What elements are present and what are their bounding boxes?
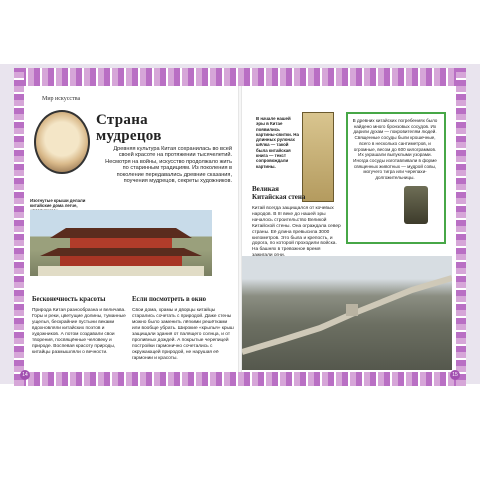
bottom-ornament-border <box>14 372 466 386</box>
palace-roof-top <box>50 228 192 238</box>
top-ornament-border <box>14 68 466 88</box>
vessels-paragraph: В древних китайских погребениях было найдено много бронзовых сосудов. Их дарили духам — покровителям людей. Священные сосуды были крошечные, всего в несколько сантиметров, и огромные, весом до 600 килограммов. Их украшали выпуклыми узорами. Иногда сосуды изготавливали в форме священных животных — мудрой совы, могучего тигра или черепахи-долгожительницы. <box>352 118 438 181</box>
bronze-vessel-photo <box>404 186 428 224</box>
beauty-heading: Бесконечность красоты <box>32 296 106 303</box>
window-paragraph: Свои дома, храмы и дворцы китайцы старались сочетать с природой. Даже стены можно было заменить лёгкими решётками или вообще убрать. Широкие «крылья» крыш защищали здания от палящего солнца, и от проливных дождей. А покрытые черепицей постройки гармонично сочетались с окружающей природой, не нарушая её гармонии и красоты. <box>132 308 234 361</box>
wall-tower <box>346 304 358 316</box>
page-number-right: 15 <box>450 370 460 380</box>
page-title-line2: мудрецов <box>96 128 162 144</box>
palace-upper-hall <box>70 238 172 248</box>
palace-lower-hall <box>60 256 182 266</box>
great-wall-photo <box>242 256 452 370</box>
section-header: Мир искусства <box>42 96 81 102</box>
greatwall-heading-line2: Китайская стена <box>252 193 306 201</box>
greatwall-heading-line1: Великая <box>252 185 279 193</box>
beauty-paragraph: Природа Китая разнообразна и величава. Горы и реки, цветущие долины, туманные ущелья, бескрайние пустыни веками вдохновляли китайских поэтов и художников. А потом создавали свои творения, посвящённые человеку и природе. Воспевая красоту природы, китайцы размышляли о вечности. <box>32 308 126 355</box>
right-ornament-border <box>456 68 466 386</box>
greatwall-paragraph: Китай всегда защищался от кочевых народов. В III веке до нашей эры началось строительство Великой Китайской стены. Она ограждала север страны. Её длина превысила 3000 километров. Это была и крепость, и дорога, по которой проходили войска. На башнях в тревожное время <box>252 206 341 253</box>
sage-portrait <box>34 110 90 174</box>
left-ornament-border <box>14 68 24 386</box>
palace-drawing <box>30 210 212 276</box>
intro-paragraph: Древняя культура Китая сохранилась во всей своей красоте на протяжении тысячелетий. Несмотря на войны, искусство продолжало жить по старинным традициям. Из поколения в поколение передавались древние сказания, поучения мудрецов, секреты художников. <box>105 146 232 185</box>
palace-roof-lower <box>40 248 202 256</box>
window-heading: Если посмотреть в окно <box>132 296 207 303</box>
scroll-caption: В начале нашей эры в Китае появились картины-свитки. На длинных рулонах шёлка — такой была китайская книга — текст сопровождали картины. <box>256 116 299 169</box>
palace-terrace <box>38 266 204 276</box>
roof-caption: Изогнутые крыши делали китайские дома легче, <box>30 198 86 208</box>
palace-photo <box>30 210 212 276</box>
great-wall-drawing <box>242 256 452 370</box>
page-title-line1: Страна <box>96 112 148 128</box>
page-number-left: 14 <box>20 370 30 380</box>
